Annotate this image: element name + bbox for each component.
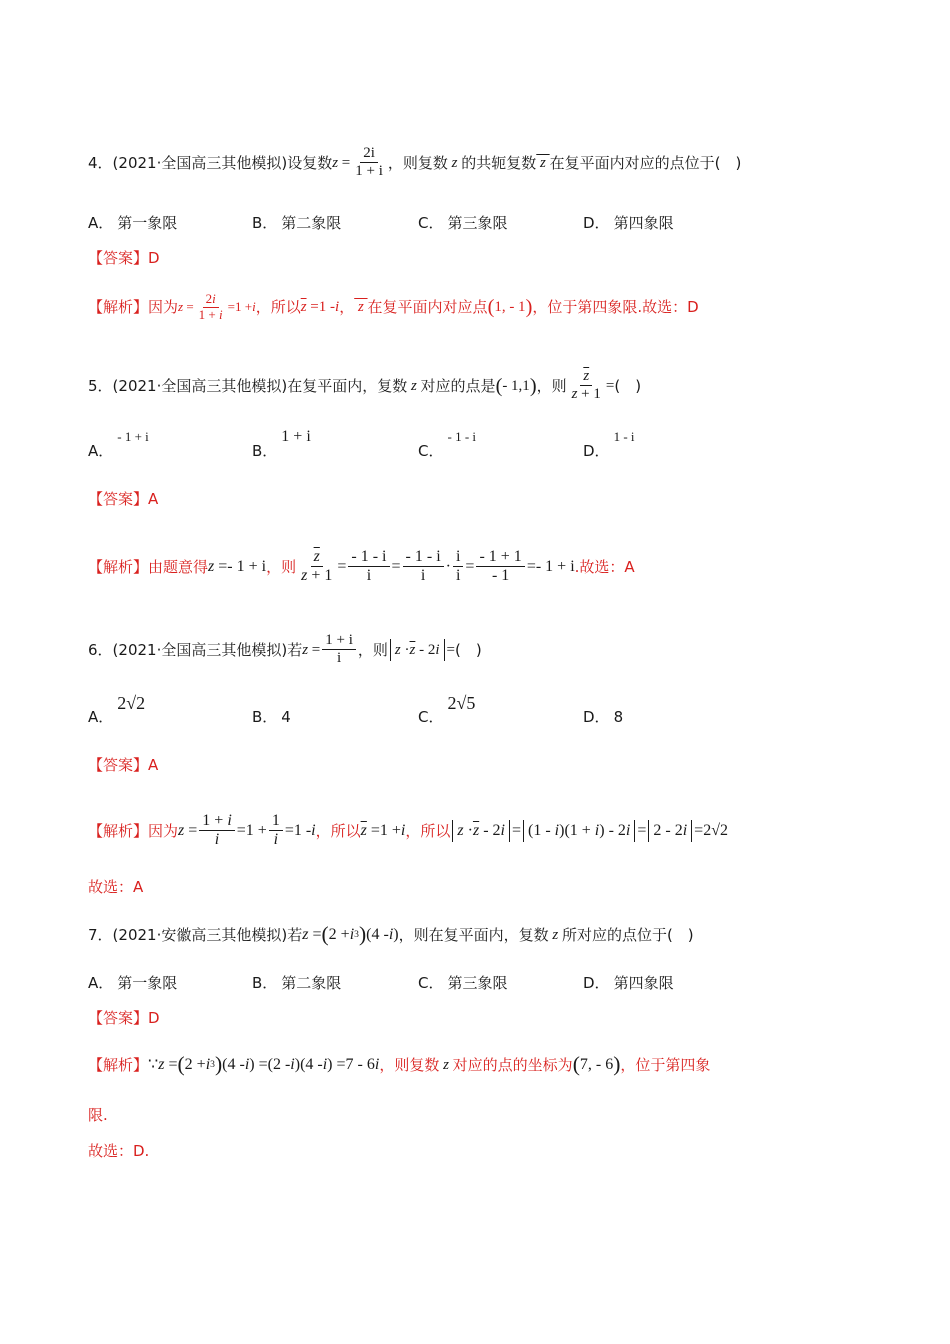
q6-stem: 6．(2021·全国高三其他模拟)若 z = $\frac{1 + i}{i}$ ，则 $z \cdot\overline{z} - 2i$ = ( ) xyxy=(88,632,482,667)
q6-answer: 【答案】A xyxy=(88,756,159,774)
q6-analysis: 【解析】因为 z = $\frac{1 + i}{i}$ =1 + $\frac{1}{i}$ =1 - i ，所以 $\overline{z}$ =1 + i ，所以 $z \cdot\overline{z} - 2i$ = (1 - i)(1 + i) - 2i = 2 - 2i =2√2 xyxy=(88,812,728,849)
q4-stem-formula: z = $\frac{2i}{1 + i}$ xyxy=(332,145,383,180)
q5-option-a[interactable]: A． - 1 + i xyxy=(88,429,149,460)
q4-option-c[interactable]: C． 第三象限 xyxy=(418,214,508,232)
q5-analysis: 【解析】由题意得 z =- 1 + i ，则 $\frac{\overline{z}}{z + 1}$ = $\frac{- 1 - i}{i}$ = $\frac{- 1 - i}{i}$ · $\frac{i}{i}$ = $\frac{- 1 + 1}{- 1}$ =- 1 + i .故选：A xyxy=(88,548,635,585)
q6-option-a[interactable]: A． 2√2 xyxy=(88,693,146,726)
q4-stem: 4．(2021·全国高三其他模拟)设复数 z = $\frac{2i}{1 + i}$ ，则复数 z 的共轭复数 z 在复平面内对应的点位于( ) xyxy=(88,145,742,180)
q6-option-b[interactable]: B． 4 xyxy=(252,708,291,726)
q4-analysis: 【解析】因为 z = $\frac{2i}{1 + i}$ =1 + i ，所以 $\overline{z}$ =1 - i ， z 在复平面内对应点 ( 1, - 1 ) ，位于第四象限.故选：D xyxy=(88,291,699,322)
q6-option-c[interactable]: C． 2√5 xyxy=(418,693,476,726)
q7-answer: 【答案】D xyxy=(88,1009,160,1027)
q7-option-a[interactable]: A． 第一象限 xyxy=(88,974,178,992)
q7-option-d[interactable]: D． 第四象限 xyxy=(583,974,674,992)
q7-option-c[interactable]: C． 第三象限 xyxy=(418,974,508,992)
q5-option-d[interactable]: D． 1 - i xyxy=(583,429,635,460)
q5-option-c[interactable]: C． - 1 - i xyxy=(418,429,477,460)
q4-option-b[interactable]: B． 第二象限 xyxy=(252,214,342,232)
q7-stem: 7．(2021·安徽高三其他模拟)若 z = ( 2 + i 3 ) (4 - i ) ，则在复平面内，复数 z 所对应的点位于( ) xyxy=(88,922,694,947)
q6-analysis-conclusion: 故选：A xyxy=(88,878,144,896)
q4-option-d[interactable]: D． 第四象限 xyxy=(583,214,674,232)
q4-option-a[interactable]: A． 第一象限 xyxy=(88,214,178,232)
q4-answer: 【答案】D xyxy=(88,249,160,267)
q7-analysis-conclusion: 故选：D. xyxy=(88,1142,150,1160)
q5-answer: 【答案】A xyxy=(88,490,159,508)
q5-stem: 5．(2021·全国高三其他模拟)在复平面内，复数 z 对应的点是 ( - 1,1 ) ，则 $\frac{\overline{z}}{z + 1}$ = ( ) xyxy=(88,368,642,403)
q7-analysis-wrap: 限. xyxy=(88,1106,108,1124)
q6-option-d[interactable]: D． 8 xyxy=(583,708,624,726)
q5-option-b[interactable]: B． 1 + i xyxy=(252,428,311,460)
q7-option-b[interactable]: B． 第二象限 xyxy=(252,974,342,992)
q7-analysis: 【解析】 ∵ z = ( 2 + i 3 ) (4 - i ) =(2 - i )(4 - i ) =7 - 6 i ，则复数 z 对应的点的坐标为 ( 7, - 6 ) ，位于第四象 xyxy=(88,1052,711,1077)
